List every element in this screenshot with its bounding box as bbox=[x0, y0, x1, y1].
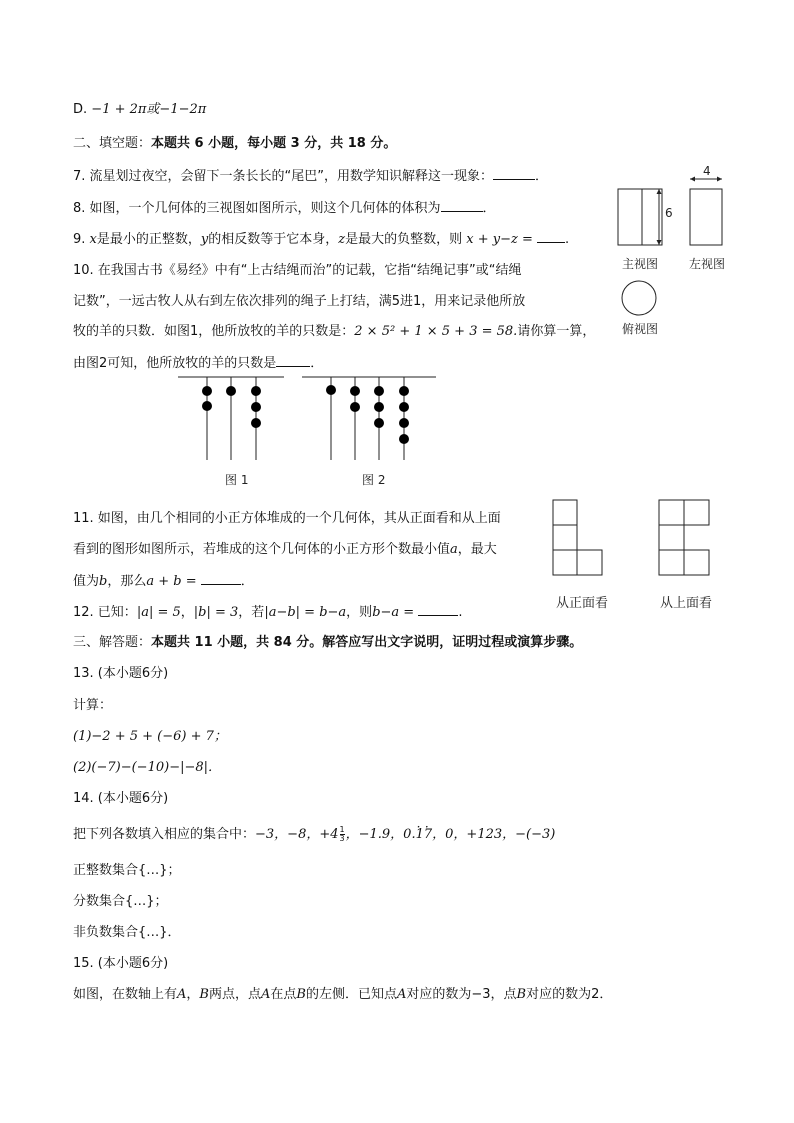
positive-integer-set: 正整数集合{…}； bbox=[73, 863, 181, 878]
top-view-grid bbox=[659, 500, 709, 575]
fraction-set: 分数集合{…}； bbox=[73, 894, 168, 909]
question-9: 9. x是最小的正整数，y的相反数等于它本身，z是最大的负整数，则 x + y−z = . bbox=[73, 232, 570, 247]
knot-dot bbox=[374, 418, 384, 428]
answer-blank[interactable] bbox=[537, 230, 565, 243]
width-label: 4 bbox=[703, 164, 711, 178]
question-14-numbers: 把下列各数填入相应的集合中：−3，−8，+4 $\frac{1}{3}$ ，−1.9，0.1 ·7 ·，0，+123，−(−3) bbox=[73, 826, 555, 844]
answer-blank[interactable] bbox=[201, 572, 241, 585]
knot-dot bbox=[202, 401, 212, 411]
figure-1-caption: 图 1 bbox=[225, 473, 249, 487]
option-d: D. −1 + 2π或−1−2π bbox=[73, 102, 207, 117]
knot-dot bbox=[226, 386, 236, 396]
knot-dot bbox=[399, 386, 409, 396]
fraction-one-third: $\frac{1}{3}$ bbox=[339, 825, 345, 843]
question-13-part-1: (1)−2 + 5 + (−6) + 7； bbox=[73, 729, 227, 744]
question-10-line-3: 牧的羊的只数．如图1，他所放牧的羊的只数是：2 × 5² + 1 × 5 + 3 = 58.请你算一算， bbox=[73, 324, 596, 339]
answer-blank[interactable] bbox=[441, 199, 483, 212]
cube-views-figure bbox=[548, 495, 718, 580]
question-10-line-1: 10. 在我国古书《易经》中有“上古结绳而治”的记载，它指“结绳记事”或“结绳 bbox=[73, 263, 522, 278]
top-view-circle bbox=[622, 281, 656, 315]
height-label: 6 bbox=[665, 206, 673, 220]
answer-blank[interactable] bbox=[418, 603, 458, 616]
front-view-label: 从正面看 bbox=[556, 596, 609, 611]
question-13-part-2: (2)(−7)−(−10)−|−8|． bbox=[73, 760, 222, 775]
question-13-intro: 计算： bbox=[73, 698, 113, 713]
knot-figures bbox=[170, 370, 450, 465]
three-view-figure bbox=[612, 163, 742, 343]
front-view-rect bbox=[618, 189, 662, 245]
left-view-label: 左视图 bbox=[689, 257, 726, 271]
knot-dot bbox=[350, 386, 360, 396]
top-view-label: 俯视图 bbox=[622, 322, 659, 336]
knot-dot bbox=[374, 402, 384, 412]
knot-dot bbox=[374, 386, 384, 396]
question-15-title: 15. (本小题6分) bbox=[73, 956, 169, 971]
knot-dot bbox=[251, 386, 261, 396]
answer-blank[interactable] bbox=[493, 167, 535, 180]
arrow-down-icon bbox=[657, 240, 662, 245]
knot-dot bbox=[399, 402, 409, 412]
top-view-label: 从上面看 bbox=[660, 596, 713, 611]
knot-dot bbox=[399, 418, 409, 428]
question-8: 8. 如图，一个几何体的三视图如图所示，则这个几何体的体积为 ． bbox=[73, 201, 496, 216]
question-12: 12. 已知：|a| = 5，|b| = 3，若|a−b| = b−a，则b−a = . bbox=[73, 605, 463, 620]
knot-dot bbox=[350, 402, 360, 412]
answer-blank[interactable] bbox=[276, 354, 310, 367]
non-negative-set: 非负数集合{…}． bbox=[73, 925, 181, 940]
knot-dot bbox=[251, 418, 261, 428]
question-10-line-2: 记数”，一远古牧人从右到左依次排列的绳子上打结，满5进1，用来记录他所放 bbox=[73, 294, 526, 309]
question-15-text: 如图，在数轴上有A，B两点，点A在点B的左侧．已知点A对应的数为−3，点B对应的数为2． bbox=[73, 987, 613, 1002]
arrow-up-icon bbox=[657, 189, 662, 194]
arrow-right-icon bbox=[717, 177, 722, 182]
question-13-title: 13. (本小题6分) bbox=[73, 666, 169, 681]
figure-2-caption: 图 2 bbox=[362, 473, 386, 487]
question-7: 7. 流星划过夜空，会留下一条长长的“尾巴”，用数学知识解释这一现象： ． bbox=[73, 169, 549, 184]
knot-dot bbox=[251, 402, 261, 412]
knot-dot bbox=[399, 434, 409, 444]
front-view-label: 主视图 bbox=[622, 257, 659, 271]
arrow-left-icon bbox=[690, 177, 695, 182]
question-11-line-2: 看到的图形如图所示，若堆成的这个几何体的小正方形个数最小值a，最大 bbox=[73, 542, 497, 557]
repeating-digit: 1 · bbox=[416, 827, 424, 842]
section-2-heading: 二、填空题：本题共 6 小题，每小题 3 分，共 18 分。 bbox=[73, 136, 397, 151]
repeating-digit: 7 · bbox=[424, 827, 432, 842]
left-view-rect bbox=[690, 189, 722, 245]
section-3-heading: 三、解答题：本题共 11 小题，共 84 分。解答应写出文字说明，证明过程或演算步骤。 bbox=[73, 635, 583, 650]
front-view-grid bbox=[553, 500, 602, 575]
question-11-line-1: 11. 如图，由几个相同的小正方体堆成的一个几何体，其从正面看和从上面 bbox=[73, 511, 501, 526]
knot-dot bbox=[326, 385, 336, 395]
question-10-line-4: 由图2可知，他所放牧的羊的只数是 ． bbox=[73, 356, 324, 371]
knot-dot bbox=[202, 386, 212, 396]
question-11-line-3: 值为b，那么a + b = ． bbox=[73, 574, 254, 589]
question-14-title: 14. (本小题6分) bbox=[73, 791, 169, 806]
